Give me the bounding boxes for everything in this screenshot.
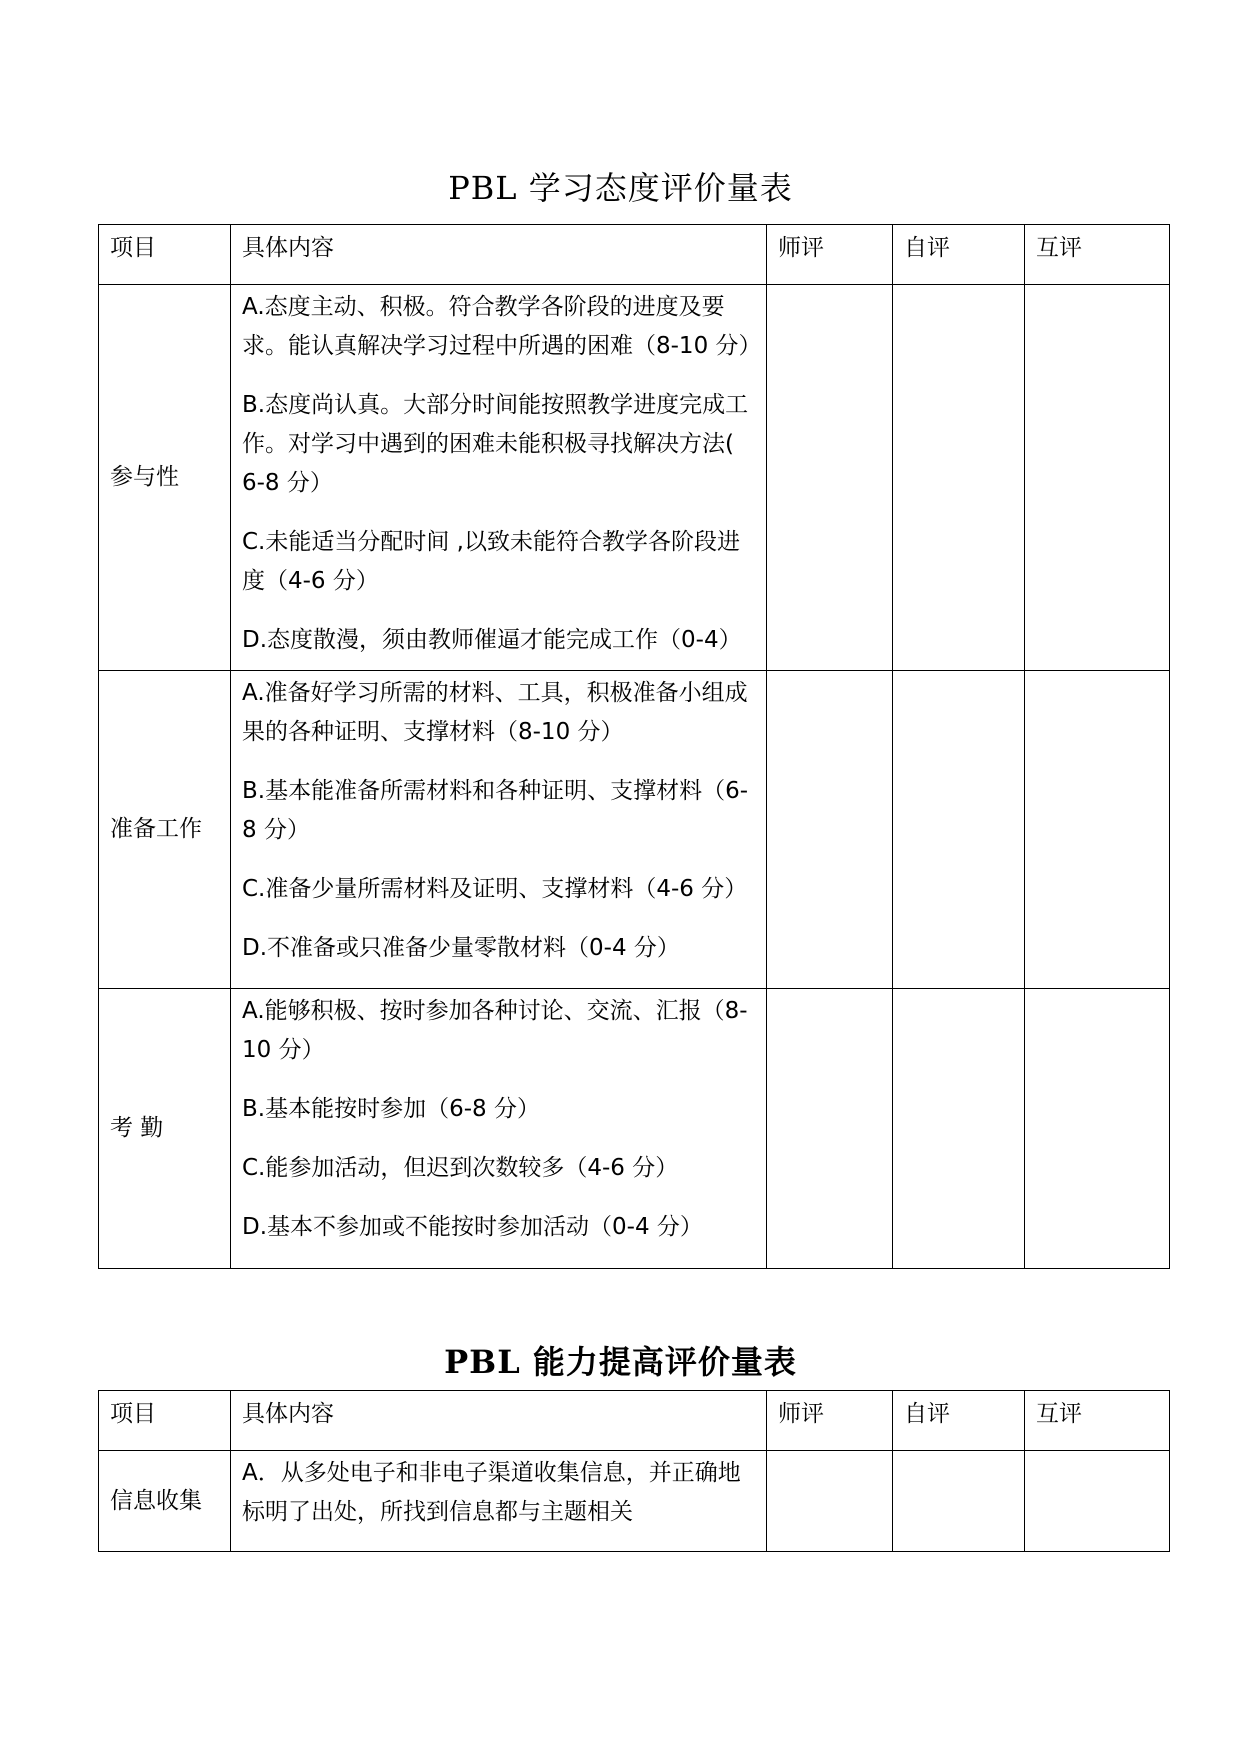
table-row [99,285,1170,671]
self-eval-cell[interactable] [893,1451,1025,1552]
teacher-eval-cell[interactable] [767,1451,893,1552]
criterion-option: C.准备少量所需材料及证明、支撑材料（4-6 分） [242,876,748,902]
row-content [231,285,767,671]
header-item: 项目 [99,1391,231,1451]
criterion-option: D.基本不参加或不能按时参加活动（0-4 分） [242,1214,703,1240]
table-header-row [99,1391,1170,1451]
criterion-option: A.态度主动、积极。符合教学各阶段的进度及要求。能认真解决学习过程中所遇的困难（8-10 分） [242,294,762,359]
header-peer-eval: 互评 [1025,225,1170,285]
teacher-eval-cell[interactable] [767,671,893,989]
table-row [99,989,1170,1269]
row-item-info-collection: 信息收集 [99,1451,231,1552]
table-row [99,1451,1170,1552]
criterion-option: A．从多处电子和非电子渠道收集信息，并正确地标明了出处，所找到信息都与主题相关 [242,1460,741,1525]
table-row [99,671,1170,989]
row-item-preparation: 准备工作 [99,671,231,989]
teacher-eval-cell[interactable] [767,989,893,1269]
header-content: 具体内容 [231,225,767,285]
self-eval-cell[interactable] [893,989,1025,1269]
criterion-option: D.态度散漫，须由教师催逼才能完成工作（0-4） [242,627,742,653]
criterion-option: C.能参加活动，但迟到次数较多（4-6 分） [242,1155,679,1181]
ability-rubric-table [98,1390,1170,1552]
table1-title: PBL 学习态度评价量表 [448,169,793,207]
peer-eval-cell[interactable] [1025,1451,1170,1552]
peer-eval-cell[interactable] [1025,989,1170,1269]
header-item: 项目 [99,225,231,285]
peer-eval-cell[interactable] [1025,671,1170,989]
attitude-rubric-table [98,224,1170,1269]
criterion-option: A.准备好学习所需的材料、工具，积极准备小组成果的各种证明、支撑材料（8-10 分） [242,680,748,745]
table2-title: PBL 能力提高评价量表 [444,1343,797,1381]
row-item-attendance: 考 勤 [99,989,231,1269]
criterion-option: B.基本能准备所需材料和各种证明、支撑材料（6-8 分） [242,778,749,843]
header-content: 具体内容 [231,1391,767,1451]
criterion-option: D.不准备或只准备少量零散材料（0-4 分） [242,935,680,961]
header-peer-eval: 互评 [1025,1391,1170,1451]
header-teacher-eval: 师评 [767,1391,893,1451]
self-eval-cell[interactable] [893,671,1025,989]
row-content [231,671,767,989]
row-content [231,1451,767,1552]
self-eval-cell[interactable] [893,285,1025,671]
criterion-option: C.未能适当分配时间 ,以致未能符合教学各阶段进度（4-6 分） [242,529,740,594]
row-item-participation: 参与性 [99,285,231,671]
table-header-row [99,225,1170,285]
row-content [231,989,767,1269]
teacher-eval-cell[interactable] [767,285,893,671]
header-self-eval: 自评 [893,1391,1025,1451]
criterion-option: B.态度尚认真。大部分时间能按照教学进度完成工作。对学习中遇到的困难未能积极寻找解决方法( 6-8 分） [242,392,749,496]
peer-eval-cell[interactable] [1025,285,1170,671]
header-teacher-eval: 师评 [767,225,893,285]
header-self-eval: 自评 [893,225,1025,285]
criterion-option: A.能够积极、按时参加各种讨论、交流、汇报（8-10 分） [242,998,748,1063]
criterion-option: B.基本能按时参加（6-8 分） [242,1096,540,1122]
